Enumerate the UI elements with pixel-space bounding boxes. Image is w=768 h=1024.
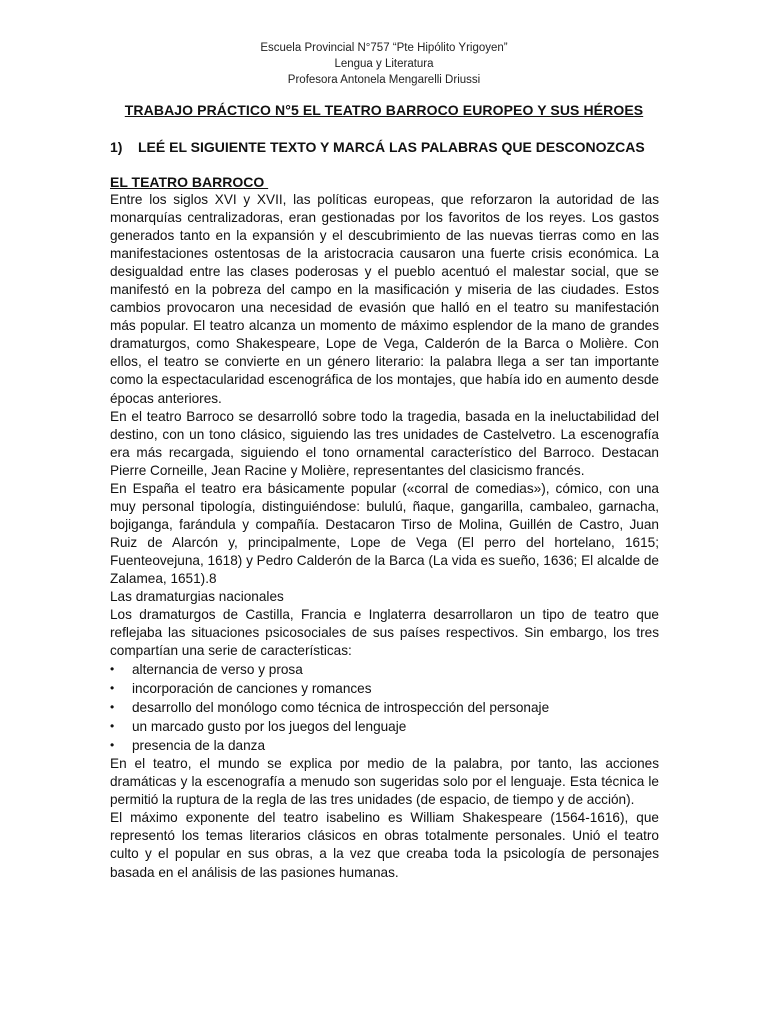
bullet-icon: • <box>110 681 115 696</box>
school-name: Escuela Provincial N°757 “Pte Hipólito Yrigoyen” <box>260 42 508 54</box>
paragraph-5: El máximo exponente del teatro isabelino es William Shakespeare (1564-1616), que representó los temas literarios clásicos en obras totalmente personales. Unió el teatro culto y el popular en sus obras, a la vez que creaba toda la psicología de personajes basada en el análisis de las pasiones humanas. <box>110 810 659 880</box>
school-header <box>0 40 768 88</box>
list-item: • alternancia de verso y prosa <box>110 662 303 678</box>
paragraph-2: En el teatro Barroco se desarrolló sobre todo la tragedia, basada en la ineluctabilidad del destino, con un tono clásico, siguiendo las tres unidades de Castelvetro. La escenografía era más recargada, siguiendo el tono ornamental característico del Barroco. Destacan Pierre Corneille, Jean Racine y Molière, representantes del clasicismo francés. <box>110 408 659 478</box>
section-title: EL TEATRO BARROCO <box>110 174 269 190</box>
instruction-1 <box>110 139 670 155</box>
teacher-name: Profesora Antonela Mengarelli Driussi <box>287 74 481 86</box>
list-item: • presencia de la danza <box>110 738 266 754</box>
paragraph-3: En España el teatro era básicamente popular («corral de comedias»), cómico, con una muy personal tipología, distinguiéndose: bululú, ñaque, gangarilla, cambaleo, garnacha, bojiganga, farándula y compañía. Destacaron Tirso de Molina, Guillén de Castro, Juan Ruiz de Alarcón y, principalmente, Lope de Vega (El perro del hortelano, 1615; Fuenteovejuna, 1618) y Pedro Calderón de la Barca (La vida es sueño, 1636; El alcalde de Zalamea, 1651).8 <box>110 480 659 586</box>
subheading: Las dramaturgias nacionales <box>110 589 284 605</box>
characteristics-list <box>110 660 659 755</box>
document-body <box>110 191 659 882</box>
bullet-icon: • <box>110 738 115 753</box>
list-item: • incorporación de canciones y romances <box>110 681 372 697</box>
paragraph-1: Entre los siglos XVI y XVII, las políticas europeas, que reforzaron la autoridad de las monarquías centralizadoras, eran gestionadas por los favoritos de los reyes. Los gastos generados tanto en la expansión y el descubrimiento de las nuevas tierras como en las manifestaciones ostentosas de la aristocracia causaron una fuerte crisis económica. La desigualdad entre las clases poderosas y el pueblo acentuó el malestar social, que se manifestó en la pobreza del campo en la masificación y miseria de las ciudades. Estos cambios provocaron una necesidad de evasión que halló en el teatro su manifestación más popular. El teatro alcanza un momento de máximo esplendor de la mano de grandes dramaturgos, como Shakespeare, Lope de Vega, Calderón de la Barca o Molière. Con ellos, el teatro se convierte en un género literario: la palabra llega a ser tan importante como la espectacularidad escenográfica de los montajes, que había ido en aumento desde épocas anteriores. <box>110 192 659 406</box>
instruction-number: 1) <box>110 139 123 155</box>
document-title: TRABAJO PRÁCTICO N°5 EL TEATRO BARROCO EUROPEO Y SUS HÉROES <box>124 102 644 118</box>
paragraph-4: En el teatro, el mundo se explica por medio de la palabra, por tanto, las acciones dramáticas y la escenografía a menudo son sugeridas solo por el lenguaje. Esta técnica le permitió la ruptura de la regla de las tres unidades (de espacio, de tiempo y de acción). <box>110 756 659 808</box>
list-item: • desarrollo del monólogo como técnica de introspección del personaje <box>110 700 550 716</box>
bullet-icon: • <box>110 719 115 734</box>
bullet-icon: • <box>110 662 115 677</box>
list-item: • un marcado gusto por los juegos del lenguaje <box>110 719 407 735</box>
bullet-icon: • <box>110 700 115 715</box>
subject-name: Lengua y Literatura <box>334 58 434 70</box>
instruction-text: LEÉ EL SIGUIENTE TEXTO Y MARCÁ LAS PALABRAS QUE DESCONOZCAS <box>138 139 645 155</box>
list-intro: Los dramaturgos de Castilla, Francia e Inglaterra desarrollaron un tipo de teatro que reflejaba las situaciones psicosociales de sus países respectivos. Sin embargo, los tres compartían una serie de características: <box>110 607 659 659</box>
